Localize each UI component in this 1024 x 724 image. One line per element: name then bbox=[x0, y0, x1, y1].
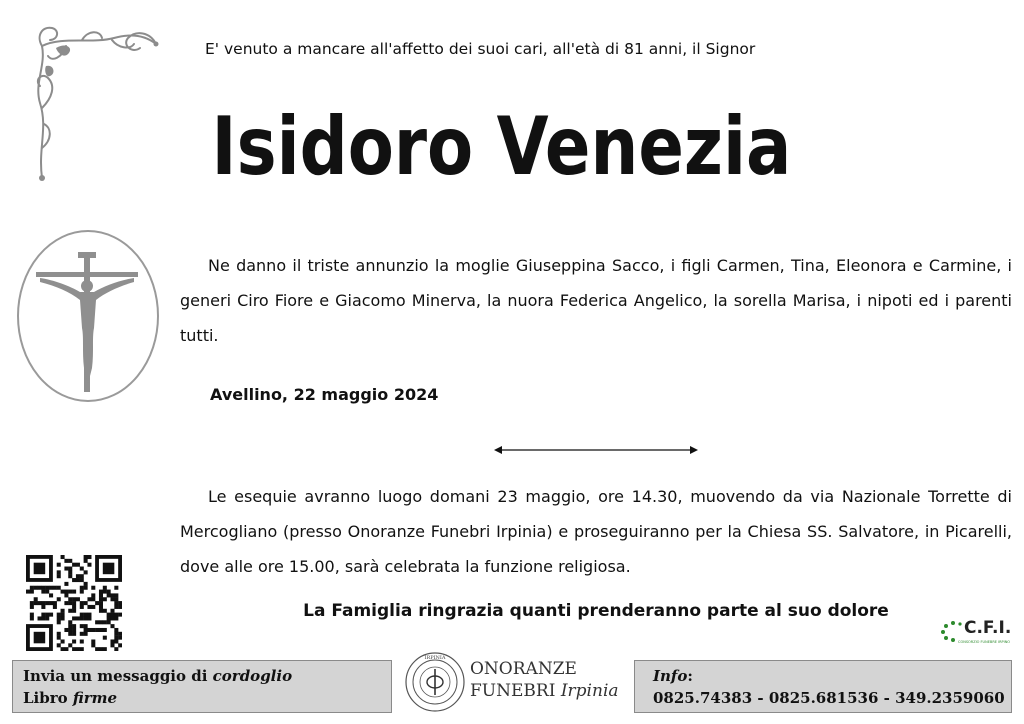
svg-text:IRPINIA: IRPINIA bbox=[424, 655, 446, 661]
double-arrow-divider-icon bbox=[494, 444, 698, 456]
info-box: Info: 0825.74383 - 0825.681536 - 349.2359060 bbox=[634, 660, 1012, 713]
deceased-name: Isidoro Venezia bbox=[211, 100, 792, 193]
info-label: Info bbox=[653, 667, 688, 685]
phone-numbers[interactable]: 0825.74383 - 0825.681536 - 349.2359060 bbox=[653, 689, 1005, 707]
guestbook-link[interactable]: Libro firme bbox=[23, 689, 118, 707]
funeral-home-seal-icon bbox=[404, 651, 466, 713]
condolence-link[interactable]: Invia un messaggio di cordoglio bbox=[23, 667, 293, 685]
intro-text: E' venuto a mancare all'affetto dei suoi cari, all'età di 81 anni, il Signor bbox=[205, 40, 756, 58]
qr-code-icon[interactable] bbox=[26, 555, 122, 651]
cfi-logo-text: C.F.I. bbox=[964, 618, 1012, 638]
cfi-logo-icon bbox=[940, 620, 966, 642]
funeral-home-name: ONORANZE FUNEBRI Irpinia bbox=[470, 659, 619, 701]
place-date: Avellino, 22 maggio 2024 bbox=[210, 385, 439, 404]
thanks-text: La Famiglia ringrazia quanti prenderanno parte al suo dolore bbox=[303, 601, 889, 621]
crucifix-icon bbox=[14, 228, 162, 404]
funeral-details: Le esequie avranno luogo domani 23 maggio, ore 14.30, muovendo da via Nazionale Torrette di Mercogliano (presso Onoranze Funebri Irpinia) e proseguiranno per la Chiesa SS. Salvatore, in Picarelli, dove alle ore 15.00, sarà celebrata la funzione religiosa. bbox=[180, 487, 1012, 576]
condolence-box[interactable] bbox=[12, 660, 392, 713]
announcement-text: Ne danno il triste annunzio la moglie Giuseppina Sacco, i figli Carmen, Tina, Eleonora e Carmine, i generi Ciro Fiore e Giacomo Minerva, la nuora Federica Angelico, la sorella Marisa, i nipoti ed i parenti tutti. bbox=[180, 256, 1012, 345]
cfi-logo-subtitle: CONSORZIO FUNEBRE IRPINO bbox=[958, 640, 1011, 644]
